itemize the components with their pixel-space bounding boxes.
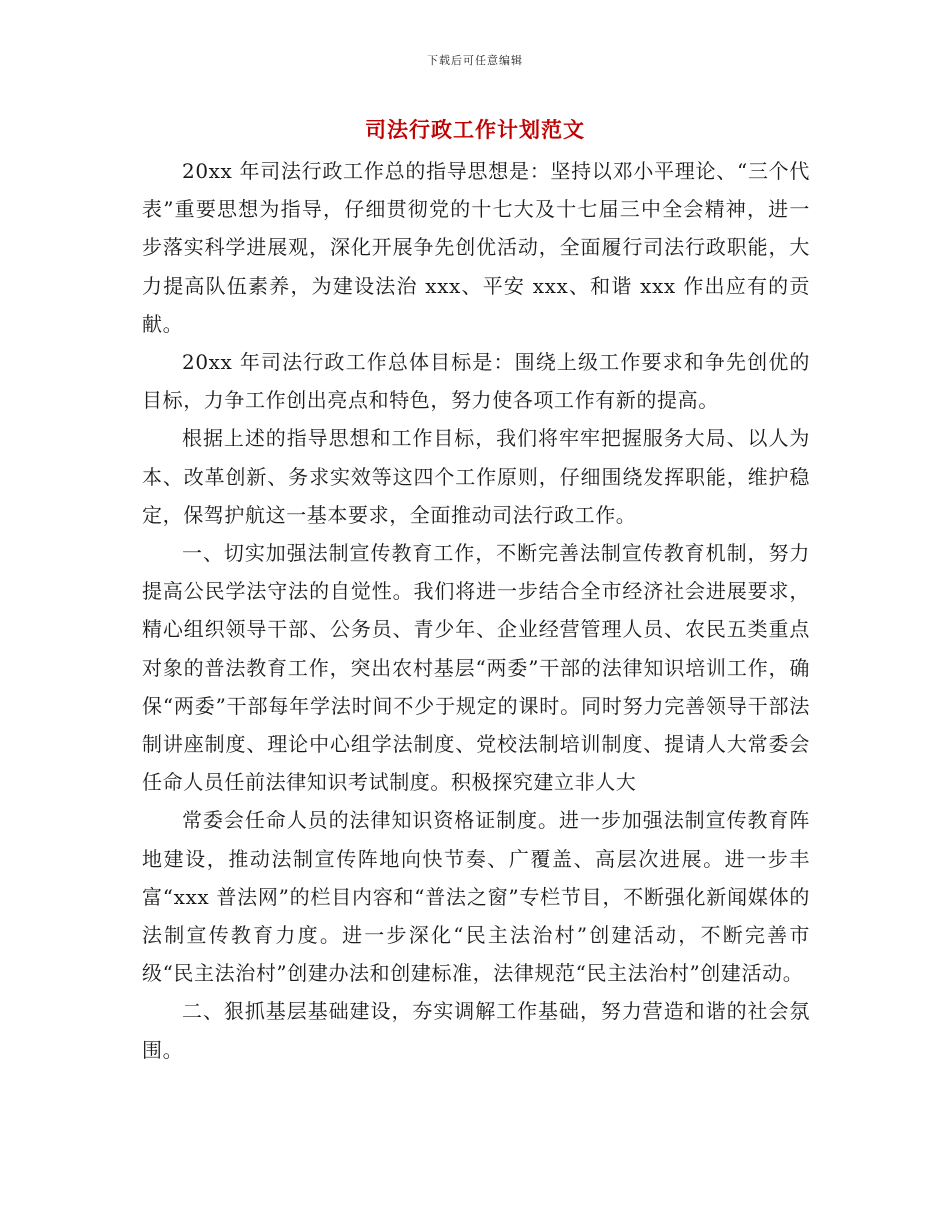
paragraph-principles: 根据上述的指导思想和工作目标，我们将牢牢把握服务大局、以人为本、改革创新、务求实效等这四个工作原则，仔细围绕发挥职能，维护稳定，保驾护航这一基本要求，全面推动司法行政工作。 xyxy=(142,426,810,527)
paragraph-guiding-thought: 20xx 年司法行政工作总的指导思想是：坚持以邓小平理论、“三个代表”重要思想为指导，仔细贯彻党的十七大及十七届三中全会精神，进一步落实科学进展观，深化开展争先创优活动，全面履行司法行政职能，大力提高队伍素养，为建设法治 xxx、平安 xxx、和谐 xxx 作出应有的贡献。 xyxy=(142,159,810,336)
header-note: 下载后可任意编辑 xyxy=(427,54,523,67)
paragraph-section-2: 二、狠抓基层基础建设，夯实调解工作基础，努力营造和谐的社会氛围。 xyxy=(142,999,810,1062)
document-body xyxy=(142,152,810,1069)
paragraph-section-1: 一、切实加强法制宣传教育工作，不断完善法制宣传教育机制，努力提高公民学法守法的自觉性。我们将进一步结合全市经济社会进展要求，精心组织领导干部、公务员、青少年、企业经营管理人员、农民五类重点对象的普法教育工作，突出农村基层“两委”干部的法律知识培训工作，确保“两委”干部每年学法时间不少于规定的课时。同时努力完善领导干部法制讲座制度、理论中心组学法制度、党校法制培训制度、提请人大常委会任命人员任前法律知识考试制度。积极探究建立非人大 xyxy=(142,541,810,795)
paragraph-section-1-continued: 常委会任命人员的法律知识资格证制度。进一步加强法制宣传教育阵地建设，推动法制宣传阵地向快节奏、广覆盖、高层次进展。进一步丰富“xxx 普法网”的栏目内容和“普法之窗”专栏节目，不断强化新闻媒体的法制宣传教育力度。进一步深化“民主法治村”创建活动，不断完善市级“民主法治村”创建办法和创建标准，法律规范“民主法治村”创建活动。 xyxy=(142,808,810,986)
document-title: 司法行政工作计划范文 xyxy=(365,117,585,142)
paragraph-overall-goal: 20xx 年司法行政工作总体目标是：围绕上级工作要求和争先创优的目标，力争工作创出亮点和特色，努力使各项工作有新的提高。 xyxy=(142,350,810,413)
